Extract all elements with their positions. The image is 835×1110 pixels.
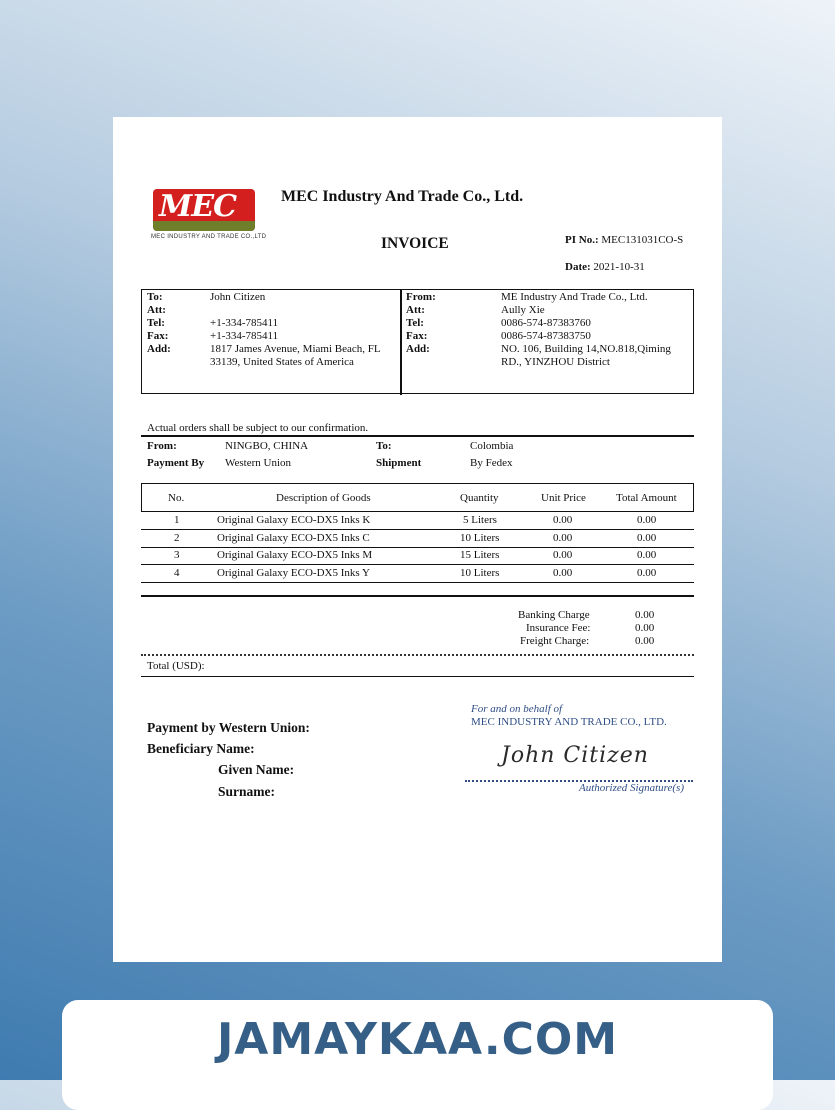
- row1-description: Original Galaxy ECO-DX5 Inks K: [217, 514, 371, 526]
- row4-unit-price: 0.00: [553, 567, 573, 579]
- row1-no: 1: [174, 514, 180, 526]
- surname-label: Surname:: [218, 784, 275, 799]
- to-add-line1: 1817 James Avenue, Miami Beach, FL: [210, 343, 381, 355]
- watermark-text: JAMAYKAA.COM: [216, 1014, 619, 1065]
- row3-no: 3: [174, 549, 180, 561]
- row3-description: Original Galaxy ECO-DX5 Inks M: [217, 549, 373, 561]
- col-no: No.: [168, 492, 185, 504]
- row2-no: 2: [174, 532, 180, 544]
- row4-quantity: 10 Liters: [460, 567, 500, 579]
- on-behalf-text: For and on behalf of: [471, 703, 563, 715]
- given-name-label: Given Name:: [218, 762, 295, 777]
- invoice-title: INVOICE: [381, 235, 449, 252]
- logo-text: MEC: [159, 189, 236, 224]
- destination-label: To:: [376, 440, 392, 452]
- insurance-fee-value: 0.00: [635, 622, 655, 634]
- pi-value: MEC131031CO-S: [601, 234, 684, 246]
- payment-method-value: Western Union: [225, 457, 292, 469]
- from-fax-label: Fax:: [406, 330, 428, 342]
- row1-quantity: 5 Liters: [463, 514, 497, 526]
- banking-charge-label: Banking Charge: [518, 609, 590, 621]
- total-dotted-rule: [141, 654, 694, 656]
- from-add-line2: RD., YINZHOU District: [501, 356, 610, 368]
- to-label: To:: [147, 291, 163, 303]
- pi-label: PI No.:: [565, 234, 599, 246]
- to-att-label: Att:: [147, 304, 166, 316]
- row3-total: 0.00: [637, 549, 657, 561]
- date-label: Date:: [565, 261, 591, 273]
- total-usd-label: Total (USD):: [147, 660, 205, 672]
- row-divider: [141, 547, 694, 548]
- row-divider: [141, 529, 694, 530]
- invoice-date: [565, 261, 645, 273]
- to-add-line2: 33139, United States of America: [210, 356, 354, 368]
- origin-label: From:: [147, 440, 177, 452]
- from-att-value: Aully Xie: [501, 304, 545, 316]
- to-add-label: Add:: [147, 343, 171, 355]
- row2-quantity: 10 Liters: [460, 532, 500, 544]
- to-value: John Citizen: [210, 291, 266, 303]
- from-value: ME Industry And Trade Co., Ltd.: [501, 291, 648, 303]
- row1-total: 0.00: [637, 514, 657, 526]
- row2-description: Original Galaxy ECO-DX5 Inks C: [217, 532, 370, 544]
- from-add-label: Add:: [406, 343, 430, 355]
- freight-charge-label: Freight Charge:: [520, 635, 590, 647]
- company-name: MEC Industry And Trade Co., Ltd.: [281, 188, 524, 205]
- row2-unit-price: 0.00: [553, 532, 573, 544]
- col-unit-price: Unit Price: [541, 492, 586, 504]
- signing-company: MEC INDUSTRY AND TRADE CO., LTD.: [471, 716, 667, 728]
- total-bottom-rule: [141, 676, 694, 677]
- company-logo: [153, 189, 255, 231]
- from-tel-label: Tel:: [406, 317, 424, 329]
- from-att-label: Att:: [406, 304, 425, 316]
- address-box-divider: [400, 289, 402, 395]
- row1-unit-price: 0.00: [553, 514, 573, 526]
- from-add-line1: NO. 106, Building 14,NO.818,Qiming: [501, 343, 671, 355]
- items-table-header: [141, 483, 694, 512]
- origin-value: NINGBO, CHINA: [225, 440, 309, 452]
- beneficiary-name-label: Beneficiary Name:: [147, 741, 255, 756]
- col-total-amount: Total Amount: [616, 492, 677, 504]
- pi-number: [565, 234, 683, 246]
- payment-title: Payment by Western Union:: [147, 720, 310, 735]
- items-bottom-rule: [141, 595, 694, 597]
- logo-subtitle: MEC INDUSTRY AND TRADE CO.,LTD: [151, 234, 267, 240]
- to-tel-label: Tel:: [147, 317, 165, 329]
- row4-description: Original Galaxy ECO-DX5 Inks Y: [217, 567, 370, 579]
- destination-value: Colombia: [470, 440, 514, 452]
- from-fax-value: 0086-574-87383750: [501, 330, 591, 342]
- row4-total: 0.00: [637, 567, 657, 579]
- to-fax-value: +1-334-785411: [210, 330, 279, 342]
- invoice-paper: [113, 117, 722, 962]
- row3-unit-price: 0.00: [553, 549, 573, 561]
- shipment-value: By Fedex: [470, 457, 513, 469]
- row-divider: [141, 564, 694, 565]
- terms-top-rule: [141, 435, 694, 437]
- from-label: From:: [406, 291, 436, 303]
- insurance-fee-label: Insurance Fee:: [526, 622, 591, 634]
- from-tel-value: 0086-574-87383760: [501, 317, 591, 329]
- row3-quantity: 15 Liters: [460, 549, 500, 561]
- date-value: 2021-10-31: [593, 261, 645, 273]
- handwritten-signature: John Citizen: [501, 743, 649, 768]
- row2-total: 0.00: [637, 532, 657, 544]
- shipment-label: Shipment: [376, 457, 422, 469]
- freight-charge-value: 0.00: [635, 635, 655, 647]
- to-fax-label: Fax:: [147, 330, 169, 342]
- to-tel-value: +1-334-785411: [210, 317, 279, 329]
- row-divider: [141, 582, 694, 583]
- authorized-signature-label: Authorized Signature(s): [579, 782, 684, 794]
- col-quantity: Quantity: [460, 492, 499, 504]
- payment-method-label: Payment By: [147, 457, 205, 469]
- confirmation-note: Actual orders shall be subject to our confirmation.: [147, 422, 369, 434]
- col-description: Description of Goods: [276, 492, 371, 504]
- watermark-banner: [62, 1000, 773, 1110]
- banking-charge-value: 0.00: [635, 609, 655, 621]
- row4-no: 4: [174, 567, 180, 579]
